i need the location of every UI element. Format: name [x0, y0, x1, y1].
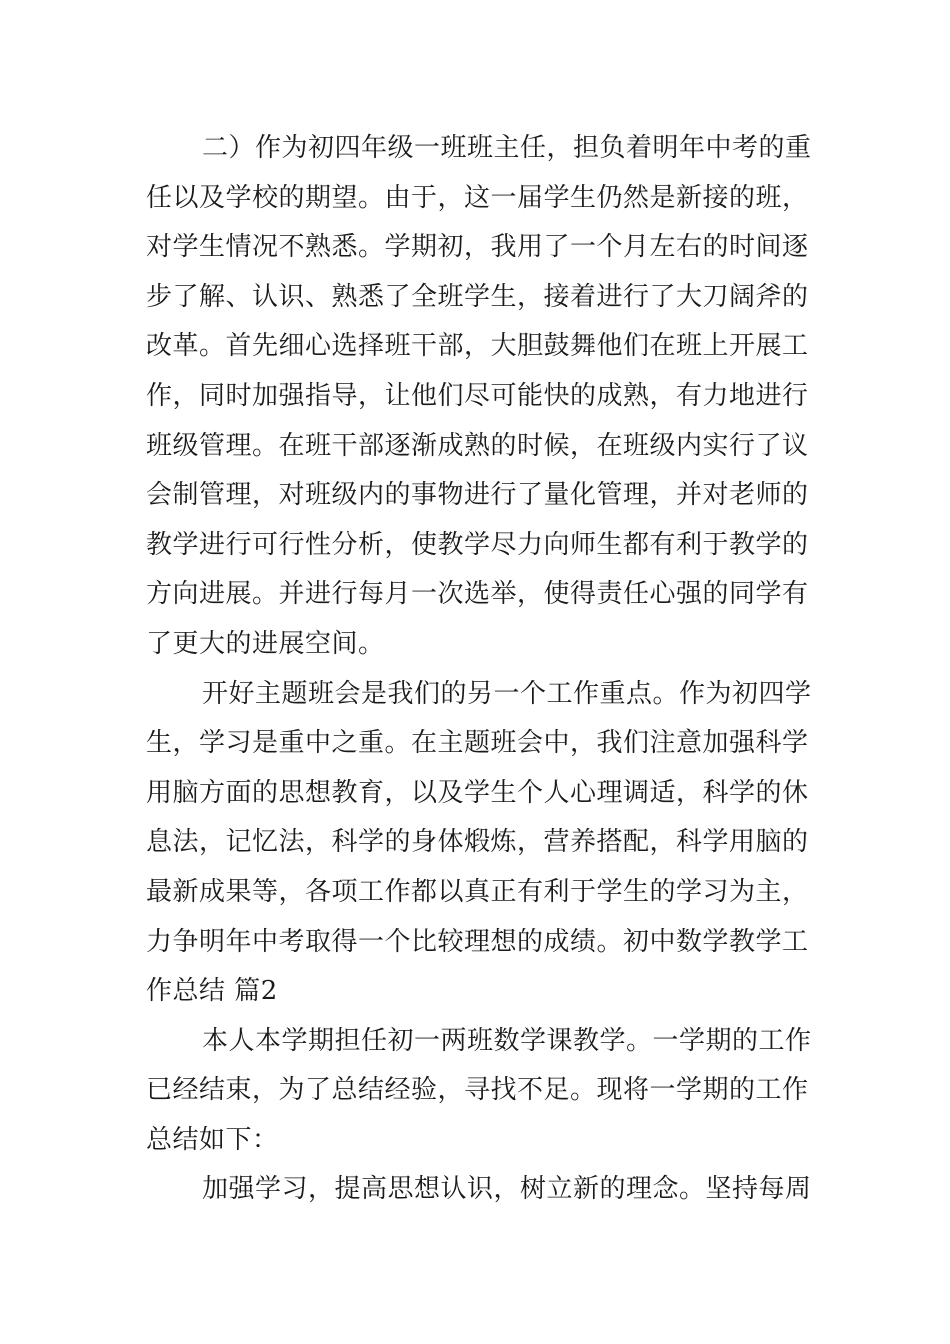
paragraph-1-line-2: 任以及学校的期望。由于，这一届学生仍然是新接的班，: [146, 182, 809, 213]
paragraph-2-line-7: 作总结 篇2: [146, 976, 278, 1007]
body-text: [146, 124, 812, 1215]
paragraph-2-line-2: 生，学习是重中之重。在主题班会中，我们注意加强科学: [146, 728, 809, 759]
paragraph-1-line-9: 教学进行可行性分析，使教学尽力向师生都有利于教学的: [146, 529, 809, 560]
paragraph-2-line-3: 用脑方面的思想教育，以及学生个人心理调适，科学的休: [146, 777, 809, 808]
paragraph-2-line-4: 息法，记忆法，科学的身体煅炼，营养搭配，科学用脑的: [146, 827, 809, 858]
paragraph-1-line-7: 班级管理。在班干部逐渐成熟的时候，在班级内实行了议: [146, 430, 809, 461]
paragraph-3-line-2: 已经结束，为了总结经验，寻找不足。现将一学期的工作: [146, 1075, 809, 1106]
paragraph-1-line-10: 方向进展。并进行每月一次选举，使得责任心强的同学有: [146, 579, 809, 610]
paragraph-1-line-5: 改革。首先细心选择班干部，大胆鼓舞他们在班上开展工: [146, 331, 809, 362]
paragraph-2-line-5: 最新成果等，各项工作都以真正有利于学生的学习为主，: [146, 876, 809, 907]
paragraph-1-line-11: 了更大的进展空间。: [146, 628, 385, 659]
paragraph-3-line-1: 本人本学期担任初一两班数学课教学。一学期的工作: [202, 1025, 812, 1056]
paragraph-2-line-1: 开好主题班会是我们的另一个工作重点。作为初四学: [202, 678, 812, 709]
paragraph-1-line-3: 对学生情况不熟悉。学期初，我用了一个月左右的时间逐: [146, 232, 809, 263]
paragraph-1-line-8: 会制管理，对班级内的事物进行了量化管理，并对老师的: [146, 480, 809, 511]
paragraph-2-line-6: 力争明年中考取得一个比较理想的成绩。初中数学教学工: [146, 926, 809, 957]
paragraph-1-line-4: 步了解、认识、熟悉了全班学生，接着进行了大刀阔斧的: [146, 281, 809, 312]
paragraph-1-line-1: 二）作为初四年级一班班主任，担负着明年中考的重: [202, 133, 812, 163]
paragraph-4-line-1: 加强学习，提高思想认识，树立新的理念。坚持每周: [202, 1174, 812, 1205]
paragraph-1-line-6: 作，同时加强指导，让他们尽可能快的成熟，有力地进行: [146, 380, 809, 411]
paragraph-3-line-3: 总结如下：: [146, 1124, 279, 1155]
